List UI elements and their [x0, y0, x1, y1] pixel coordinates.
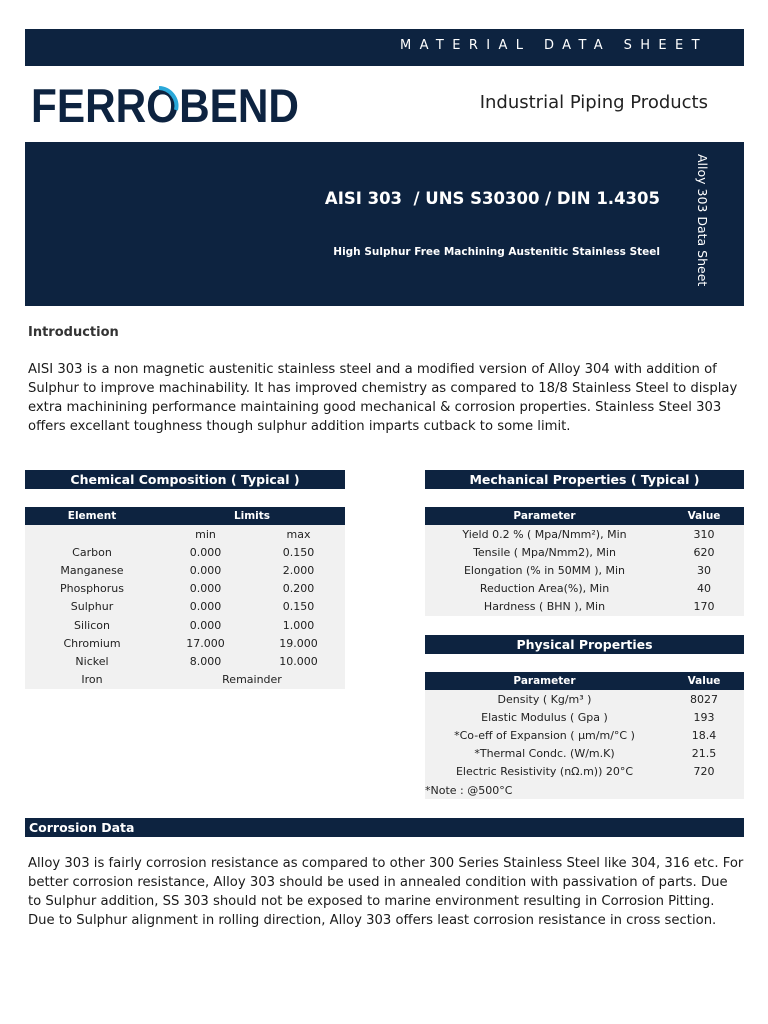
intro-text: AISI 303 is a non magnetic austenitic stainless steel and a modified version of Alloy 304 with addition of Sulphur to improve machinability. It has improved chemistry as compared to 18/8 Stainless Steel to display extra machinining performance maintaining good mechanical & corrosion properties. Stainless Steel 303 offers excellant toughness though sulphur addition imparts cutback to some limit.	[28, 362, 738, 434]
table-row: Reduction Area(%), Min 40	[479, 582, 711, 596]
hero-banner	[25, 142, 744, 306]
side-label-text: Alloy 303 Data Sheet	[695, 154, 710, 287]
table-row	[425, 781, 744, 799]
mechanical-header-row	[425, 507, 744, 525]
header-bar	[25, 29, 744, 66]
chemical-header-row	[25, 507, 345, 525]
col-max: max	[286, 527, 311, 541]
physical-note: *Note : @500°C	[425, 783, 513, 797]
table-row: Silicon 0.000 1.000	[74, 618, 315, 632]
table-row: Elastic Modulus ( Gpa ) 193	[481, 710, 715, 724]
chemical-heading: Chemical Composition ( Typical )	[25, 470, 345, 489]
col-limits: Limits	[159, 507, 345, 525]
col-min: min	[195, 527, 216, 541]
physical-heading: Physical Properties	[425, 635, 744, 654]
col-parameter: Parameter	[425, 507, 664, 525]
table-row	[25, 525, 345, 543]
table-row: *Co-eff of Expansion ( μm/m/°C ) 18.4	[454, 728, 717, 742]
table-row: Electric Resistivity (nΩ.m)) 20°C 720	[455, 765, 715, 779]
table-row: Phosphorus 0.000 0.200	[60, 582, 315, 596]
header-bar-title: MATERIAL DATA SHEET	[399, 38, 708, 53]
intro-heading: Introduction	[28, 325, 119, 340]
svg-text:FERROBEND: FERROBEND	[31, 80, 299, 128]
table-row: *Thermal Condc. (W/m.K) 21.5	[474, 747, 717, 761]
physical-header-row	[425, 672, 744, 690]
table-row: Tensile ( Mpa/Nmm2), Min 620	[473, 545, 715, 559]
side-label	[691, 154, 717, 299]
corrosion-heading: Corrosion Data	[25, 818, 744, 837]
col-element: Element	[25, 507, 159, 525]
tagline: Industrial Piping Products	[479, 92, 708, 113]
table-row: Elongation (% in 50MM ), Min 30	[463, 563, 711, 577]
chemical-table	[25, 507, 345, 689]
table-row: Carbon 0.000 0.150	[72, 545, 315, 559]
mechanical-table	[425, 507, 744, 616]
corrosion-text: Alloy 303 is fairly corrosion resistance as compared to other 300 Series Stainless Steel like 304, 316 etc. For better corrosion resistance, Alloy 303 should be used in annealed condition with passivation of parts. Due to Sulphur addition, SS 303 should not be exposed to marine environment resulting in Corrosion Pitting. Due to Sulphur alignment in rolling direction, Alloy 303 offers least corrosion resistance in cross section.	[28, 856, 744, 928]
table-row: Sulphur 0.000 0.150	[70, 600, 315, 614]
table-row: Density ( Kg/m³ ) 8027	[497, 692, 718, 706]
grade-title: AISI 303 / UNS S30300 / DIN 1.4305	[324, 189, 660, 208]
grade-subtitle: High Sulphur Free Machining Austenitic Stainless Steel	[333, 246, 660, 258]
mechanical-heading: Mechanical Properties ( Typical )	[425, 470, 744, 489]
col-parameter: Parameter	[425, 672, 664, 690]
table-row: Manganese 0.000 2.000	[60, 563, 315, 577]
table-row: Yield 0.2 % ( Mpa/Nmm²), Min 310	[462, 527, 715, 541]
table-row: Iron Remainder	[81, 673, 282, 687]
table-row: Nickel 8.000 10.000	[75, 654, 318, 668]
col-value: Value	[664, 672, 744, 690]
table-row: Chromium 17.000 19.000	[63, 636, 318, 650]
table-row: Hardness ( BHN ), Min 170	[483, 600, 715, 614]
col-value: Value	[664, 507, 744, 525]
physical-table	[425, 672, 744, 799]
company-logo	[31, 80, 301, 128]
